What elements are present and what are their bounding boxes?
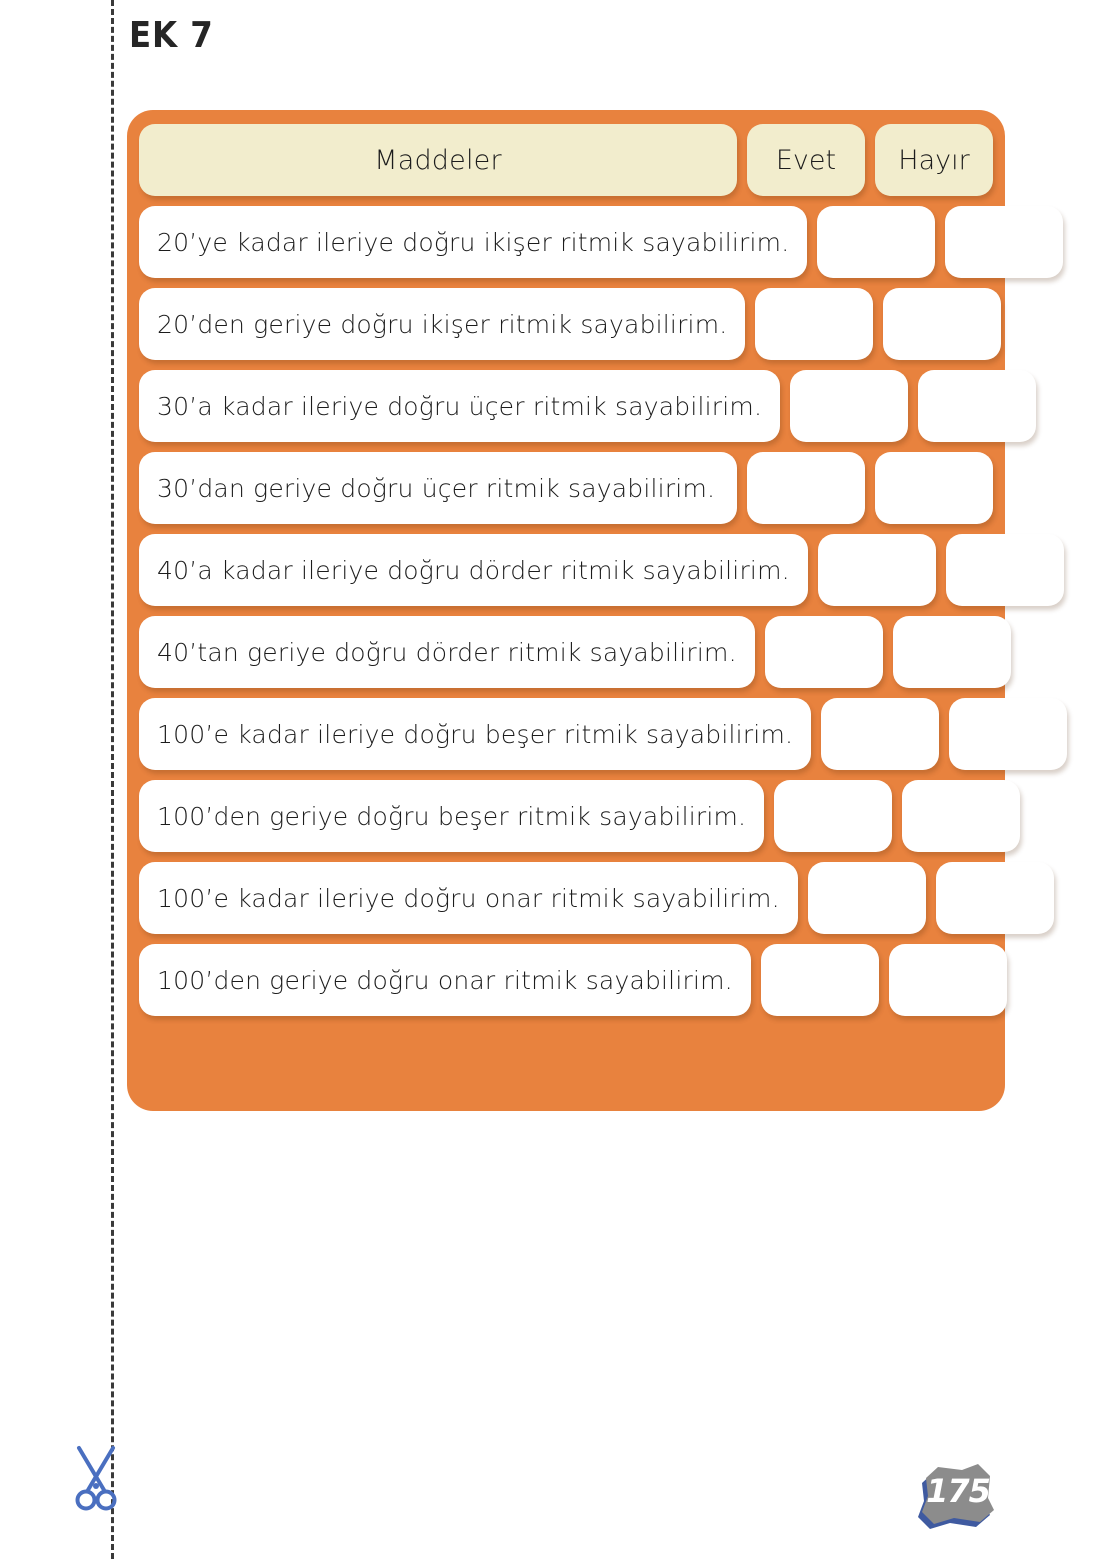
header-cell-statement	[139, 124, 737, 196]
cut-line	[111, 0, 114, 1559]
header-label-statement: Maddeler	[374, 144, 502, 176]
statement-cell	[139, 698, 811, 770]
statement-text: 100’e kadar ileriye doğru beşer ritmik sayabilirim.	[157, 719, 794, 749]
checkbox-yes[interactable]	[761, 944, 879, 1016]
checkbox-no[interactable]	[875, 452, 993, 524]
statement-text: 20’ye kadar ileriye doğru ikişer ritmik sayabilirim.	[157, 227, 790, 257]
checkbox-yes[interactable]	[747, 452, 865, 524]
table-row	[139, 616, 993, 688]
checkbox-no[interactable]	[945, 206, 1063, 278]
table-row	[139, 370, 993, 442]
checkbox-no[interactable]	[949, 698, 1067, 770]
statement-text: 40’a kadar ileriye doğru dörder ritmik sayabilirim.	[157, 555, 790, 585]
statement-cell	[139, 534, 808, 606]
statement-text: 30’dan geriye doğru üçer ritmik sayabilirim.	[157, 473, 716, 503]
table-row	[139, 780, 993, 852]
checkbox-yes[interactable]	[755, 288, 873, 360]
checkbox-no[interactable]	[889, 944, 1007, 1016]
statement-cell	[139, 780, 764, 852]
checkbox-no[interactable]	[883, 288, 1001, 360]
page-number-badge	[916, 1456, 1000, 1530]
header-cell-yes	[747, 124, 865, 196]
statement-cell	[139, 370, 780, 442]
page-title: EK 7	[129, 15, 214, 56]
checkbox-no[interactable]	[918, 370, 1036, 442]
statement-text: 100’e kadar ileriye doğru onar ritmik sayabilirim.	[157, 883, 780, 913]
checkbox-no[interactable]	[893, 616, 1011, 688]
table-row	[139, 944, 993, 1016]
table-row	[139, 288, 993, 360]
statement-cell	[139, 452, 737, 524]
table-row	[139, 534, 993, 606]
scissors-icon	[70, 1444, 122, 1516]
table-row	[139, 698, 993, 770]
statement-text: 100’den geriye doğru beşer ritmik sayabilirim.	[157, 801, 747, 831]
checkbox-yes[interactable]	[818, 534, 936, 606]
statement-cell	[139, 616, 755, 688]
checkbox-yes[interactable]	[790, 370, 908, 442]
page-number-text: 175	[926, 1472, 990, 1510]
statement-text: 40’tan geriye doğru dörder ritmik sayabilirim.	[157, 637, 737, 667]
statement-text: 100’den geriye doğru onar ritmik sayabilirim.	[157, 965, 733, 995]
table-header-row	[139, 124, 993, 196]
checkbox-yes[interactable]	[808, 862, 926, 934]
header-cell-no	[875, 124, 993, 196]
statement-cell	[139, 944, 751, 1016]
statement-cell	[139, 288, 745, 360]
checkbox-no[interactable]	[936, 862, 1054, 934]
checkbox-yes[interactable]	[774, 780, 892, 852]
header-label-no: Hayır	[898, 144, 970, 176]
checkbox-no[interactable]	[946, 534, 1064, 606]
header-label-yes: Evet	[775, 144, 837, 176]
checkbox-yes[interactable]	[765, 616, 883, 688]
checklist-table	[127, 110, 1005, 1111]
table-row	[139, 452, 993, 524]
checkbox-yes[interactable]	[817, 206, 935, 278]
statement-cell	[139, 862, 798, 934]
table-row	[139, 206, 993, 278]
statement-text: 20’den geriye doğru ikişer ritmik sayabilirim.	[157, 309, 728, 339]
checkbox-yes[interactable]	[821, 698, 939, 770]
checkbox-no[interactable]	[902, 780, 1020, 852]
table-row	[139, 862, 993, 934]
statement-text: 30’a kadar ileriye doğru üçer ritmik sayabilirim.	[157, 391, 763, 421]
statement-cell	[139, 206, 807, 278]
